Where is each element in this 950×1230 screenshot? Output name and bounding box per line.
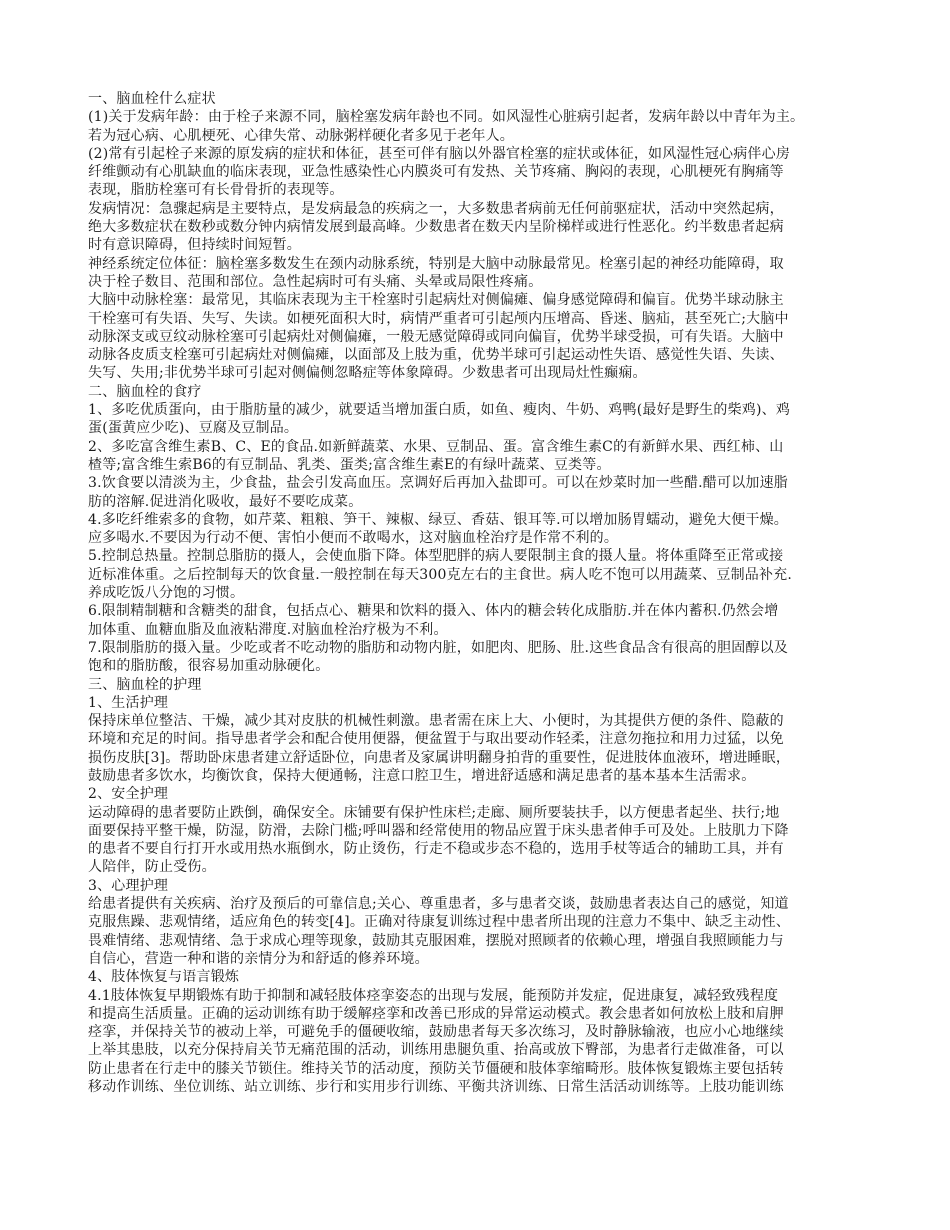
text-line: 的患者不要自行打开水或用热水瓶倒水，防止烫伤，行走不稳或步态不稳的，选用手杖等适合的辅助工具，并有 (88, 841, 784, 858)
text-line: 痉挛，并保持关节的被动上举，可避免手的僵硬收缩，鼓励患者每天多次练习，及时静脉输液，也应小心地继续 (88, 1024, 784, 1041)
text-line: 神经系统定位体征：脑栓塞多数发生在颈内动脉系统，特别是大脑中动脉最常见。栓塞引起的神经功能障碍，取 (88, 255, 784, 272)
text-line: (1)关于发病年龄：由于栓子来源不同，脑栓塞发病年龄也不同。如风湿性心脏病引起者，发病年龄以中青年为主。 (88, 109, 805, 126)
text-line: 1、生活护理 (88, 694, 169, 711)
text-line: 防止患者在行走中的膝关节锁住。维持关节的活动度，预防关节僵硬和肢体挛缩畸形。肢体恢复锻炼主要包括转 (88, 1060, 784, 1077)
text-line: 一、脑血栓什么症状 (88, 91, 216, 107)
text-line: 纤维颤动有心肌缺血的临床表现，亚急性感染性心内膜炎可有发热、关节疼痛、胸闷的表现，心肌梗死有胸痛等 (88, 164, 784, 181)
text-line: 损伤皮肤[3]。帮助卧床患者建立舒适卧位，向患者及家属讲明翻身拍背的重要性，促进肢体血液环，增进睡眠， (88, 749, 791, 766)
text-line: 决于栓子数目、范围和部位。急性起病时可有头痛、头晕或局限性疼痛。 (88, 273, 543, 290)
text-line: 失写、失用;非优势半球可引起对侧偏侧忽略症等体象障碍。少数患者可出现局灶性癫痫。 (88, 365, 647, 382)
text-line: 环境和充足的时间。指导患者学会和配合使用便器，便盆置于与取出要动作轻柔，注意勿拖拉和用力过猛，以免 (88, 731, 784, 748)
text-line: 畏难情绪、悲观情绪、急于求成心理等现象，鼓励其克服困难，摆脱对照顾者的依赖心理，增强自我照顾能力与 (88, 932, 784, 949)
text-line: 2、安全护理 (88, 786, 169, 803)
text-line: 和提高生活质量。正确的运动训练有助于缓解痉挛和改善已形成的异常运动模式。教会患者如何放松上肢和肩胛 (88, 1005, 784, 1022)
text-line: 7.限制脂肪的摄入量。少吃或者不吃动物的脂肪和动物内脏，如肥肉、肥肠、肚.这些食品含有很高的胆固醇以及 (88, 639, 789, 656)
text-line: 鼓励患者多饮水，均衡饮食，保持大便通畅，注意口腔卫生，增进舒适感和满足患者的基本基本生活需求。 (88, 767, 756, 784)
text-line: 4、肢体恢复与语言锻炼 (88, 969, 240, 986)
text-line: 面要保持平整干燥，防湿，防滑，去除门槛;呼叫器和经常使用的物品应置于床头患者伸手可及处。上肢肌力下降 (88, 822, 789, 839)
text-line: 人陪伴，防止受伤。 (88, 859, 216, 876)
text-line: 4.1肢体恢复早期锻炼有助于抑制和减轻肢体痉挛姿态的出现与发展，能预防并发症，促进康复，减轻致残程度 (88, 987, 779, 1004)
text-line: 上举其患肢，以充分保持肩关节无痛范围的活动，训练用患腿负重、抬高或放下臀部，为患者行走做准备，可以 (88, 1042, 784, 1059)
text-line: 克服焦躁、悲观情绪，适应角色的转变[4]。正确对待康复训练过程中患者所出现的注意力不集中、缺乏主动性、 (88, 914, 791, 931)
text-line: 养成吃饭八分饱的习惯。 (88, 585, 245, 602)
text-line: 时有意识障碍，但持续时间短暂。 (88, 237, 301, 254)
text-line: 保持床单位整洁、干燥，减少其对皮肤的机械性刺激。患者需在床上大、小便时，为其提供方便的条件、隐蔽的 (88, 713, 784, 730)
text-line: 若为冠心病、心肌梗死、心律失常、动脉粥样硬化者多见于老年人。 (88, 127, 514, 144)
text-line: 给患者提供有关疾病、治疗及预后的可靠信息;关心、尊重患者，多与患者交谈，鼓励患者表达自己的感觉，知道 (88, 896, 789, 913)
text-line: 绝大多数症状在数秒或数分钟内病情发展到最高峰。少数患者在数天内呈阶梯样或进行性恶化。约半数患者起病 (88, 219, 784, 236)
text-line: 动脉深支或豆纹动脉栓塞可引起病灶对侧偏瘫，一般无感觉障碍或同向偏盲，优势半球受损，可有失语。大脑中 (88, 328, 784, 345)
text-line: 加体重、血糖血脂及血液粘滞度.对脑血栓治疗极为不利。 (88, 621, 448, 638)
text-line: 动脉各皮质支栓塞可引起病灶对侧偏瘫，以面部及上肢为重，优势半球可引起运动性失语、感觉性失语、失读、 (88, 347, 784, 364)
text-line: 近标准体重。之后控制每天的饮食量.一般控制在每天300克左右的主食世。病人吃不饱可以用蔬菜、豆制品补充. (88, 566, 793, 583)
text-line: 运动障碍的患者要防止跌倒，确保安全。床铺要有保护性床栏;走廊、厕所要装扶手，以方便患者起坐、扶行;地 (88, 804, 780, 821)
text-line: 3.饮食要以清淡为主，少食盐，盐会引发高血压。烹调好后再加入盐即可。可以在炒菜时加一些醋.醋可以加速脂 (88, 475, 789, 492)
text-line: 自信心，营造一种和谐的亲情分为和舒适的修养环境。 (88, 950, 429, 967)
text-line: 三、脑血栓的护理 (88, 676, 202, 693)
text-line: 1、多吃优质蛋向，由于脂肪量的减少，就要适当增加蛋白质，如鱼、瘦肉、牛奶、鸡鸭(最好是野生的柴鸡)、鸡 (88, 402, 791, 419)
text-line: 楂等;富含维生索B6的有豆制品、乳类、蛋类;富含维生素E的有绿叶蔬菜、豆类等。 (88, 456, 611, 473)
text-line: (2)常有引起栓子来源的原发病的症状和体征，甚至可伴有脑以外器官栓塞的症状或体征，如风湿性冠心病伴心房 (88, 145, 791, 162)
text-line: 6.限制精制糖和含糖类的甜食，包括点心、糖果和饮料的摄入、体内的糖会转化成脂肪.并在体内蓄积.仍然会增 (88, 603, 779, 620)
text-line: 肪的溶解.促进消化吸收，最好不要吃成菜。 (88, 493, 363, 510)
text-line: 5.控制总热量。控制总脂肪的摄人，会使血脂下降。体型肥胖的病人要限制主食的摄人量。将体重降至正常或接 (88, 548, 784, 565)
text-line: 干栓塞可有失语、失写、失读。如梗死面积大时，病情严重者可引起颅内压增高、昏迷、脑疝，甚至死亡;大脑中 (88, 310, 789, 327)
text-line: 发病情况：急骤起病是主要特点，是发病最急的疾病之一，大多数患者病前无任何前驱症状，活动中突然起病， (88, 200, 784, 217)
text-line: 2、多吃富含维生素B、C、E的食品.如新鲜蔬菜、水果、豆制品、蛋。富含维生素C的有新鲜水果、西红柿、山 (88, 438, 784, 455)
text-line: 饱和的脂肪酸，很容易加重动脉硬化。 (88, 658, 330, 675)
text-line: 蛋(蛋黄应少吃)、豆腐及豆制品。 (88, 420, 299, 437)
text-line: 表现，脂肪栓塞可有长骨骨折的表现等。 (88, 182, 344, 199)
text-line: 移动作训练、坐位训练、站立训练、步行和实用步行训练、平衡共济训练、日常生活活动训练等。上肢功能训练 (88, 1079, 784, 1096)
text-line: 二、脑血栓的食疗 (88, 383, 202, 400)
text-line: 应多喝水.不要因为行动不便、害怕小便而不敢喝水，这对脑血栓治疗是作常不利的。 (88, 530, 619, 547)
text-line: 大脑中动脉栓塞：最常见，其临床表现为主干栓塞时引起病灶对侧偏瘫、偏身感觉障碍和偏盲。优势半球动脉主 (88, 292, 784, 309)
text-line: 4.多吃纤维索多的食物，如芹菜、粗粮、笋干、辣椒、绿豆、香菇、银耳等.可以增加肠胃蠕动，避免大便干燥。 (88, 511, 789, 528)
text-line: 3、心理护理 (88, 877, 169, 894)
